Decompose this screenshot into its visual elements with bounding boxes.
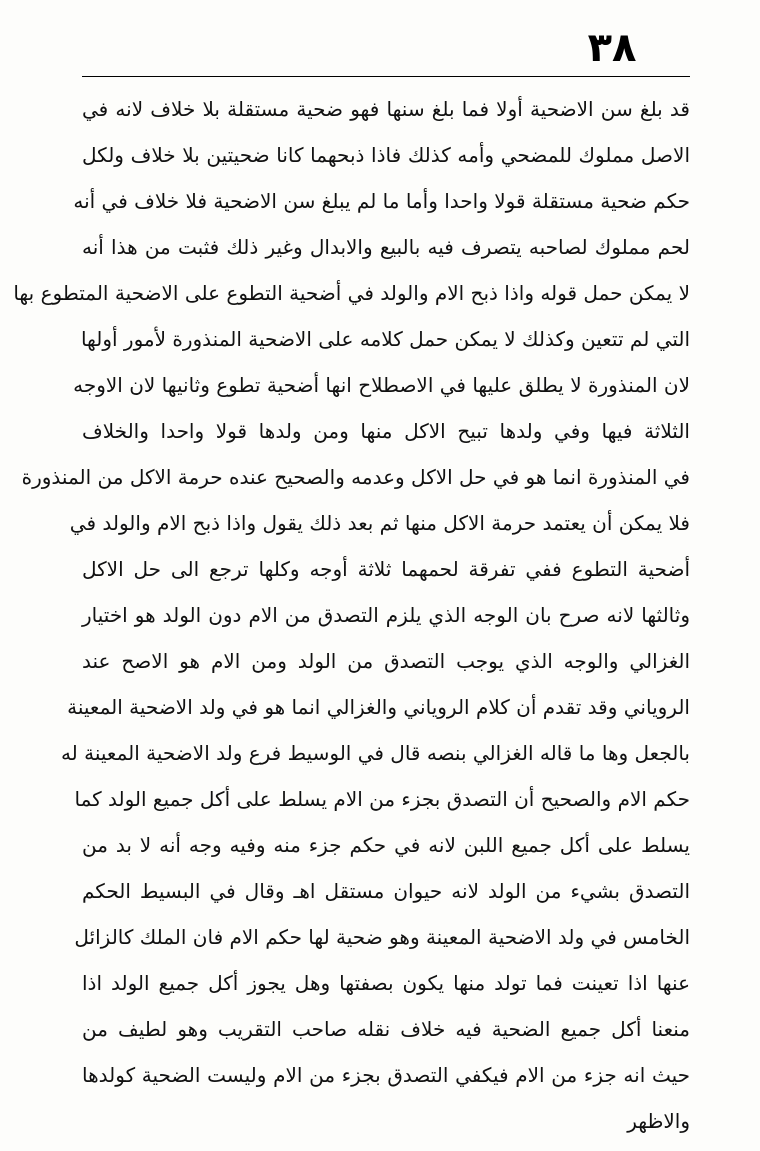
- text-line: حكم ضحية مستقلة قولا واحدا وأما ما لم يبلغ سن الاضحية فلا خلاف في أنه: [73, 189, 690, 213]
- text-line: الثلاثة فيها وفي ولدها تبيح الاكل منها ومن ولدها قولا واحدا والخلاف: [82, 419, 690, 443]
- page-number: ٣٨: [587, 25, 637, 71]
- body-text: [13, 86, 690, 1144]
- text-line: لان المنذورة لا يطلق عليها في الاصطلاح انها أضحية تطوع وثانيها لان الاوجه: [73, 373, 690, 397]
- text-line: فلا يمكن أن يعتمد حرمة الاكل منها ثم بعد ذلك يقول واذا ذبح الام والولد في: [69, 511, 690, 535]
- text-line: حيث انه جزء من الام فيكفي التصدق بجزء من الام وليست الضحية كولدها: [82, 1063, 690, 1087]
- text-line: عنها اذا تعينت فما تولد منها يكون بصفتها وهل يجوز أكل جميع الولد اذا: [82, 971, 690, 995]
- text-line: حكم الام والصحيح أن التصدق بجزء من الام يسلط على أكل جميع الولد كما: [74, 787, 690, 811]
- text-line: قد بلغ سن الاضحية أولا فما بلغ سنها فهو ضحية مستقلة بلا خلاف لانه في: [82, 97, 690, 121]
- text-line: بالجعل وها ما قاله الغزالي بنصه قال في الوسيط فرع ولد الاضحية المعينة له: [60, 741, 690, 765]
- text-line: الخامس في ولد الاضحية المعينة وهو ضحية لها حكم الام فان الملك كالزائل: [74, 925, 690, 949]
- text-line: في المنذورة انما هو في حل الاكل وعدمه والصحيح عنده حرمة الاكل من المنذورة: [21, 465, 690, 489]
- text-line: التي لم تتعين وكذلك لا يمكن حمل كلامه على الاضحية المنذورة لأمور أولها: [80, 327, 690, 351]
- text-line: وثالثها لانه صرح بان الوجه الذي يلزم التصدق من الام دون الولد هو اختيار: [82, 603, 690, 627]
- text-line: منعنا أكل جميع الضحية فيه خلاف نقله صاحب التقريب وهو لطيف من: [82, 1017, 690, 1041]
- text-line: يسلط على أكل جميع اللبن لانه في حكم جزء منه وفيه وجه أنه لا بد من: [82, 833, 690, 857]
- header-rule: [82, 76, 690, 77]
- text-line: لا يمكن حمل قوله واذا ذبح الام والولد في أضحية التطوع على الاضحية المتطوع بها: [13, 281, 690, 305]
- text-line: الغزالي والوجه الذي يوجب التصدق من الولد ومن الام هو الاصح عند: [82, 649, 690, 673]
- text-line: الروياني وقد تقدم أن كلام الروياني والغزالي انما هو في ولد الاضحية المعينة: [67, 695, 690, 719]
- text-line: والاظهر: [627, 1109, 690, 1133]
- text-line: الاصل مملوك للمضحي وأمه كذلك فاذا ذبحهما كانا ضحيتين بلا خلاف ولكل: [82, 143, 690, 167]
- text-line: أضحية التطوع ففي تفرقة لحمهما ثلاثة أوجه وكلها ترجع الى حل الاكل: [82, 557, 690, 581]
- text-line: التصدق بشيء من الولد لانه حيوان مستقل اهـ وقال في البسيط الحكم: [82, 879, 690, 903]
- text-line: لحم مملوك لصاحبه يتصرف فيه بالبيع والابدال وغير ذلك فثبت من هذا أنه: [82, 235, 690, 259]
